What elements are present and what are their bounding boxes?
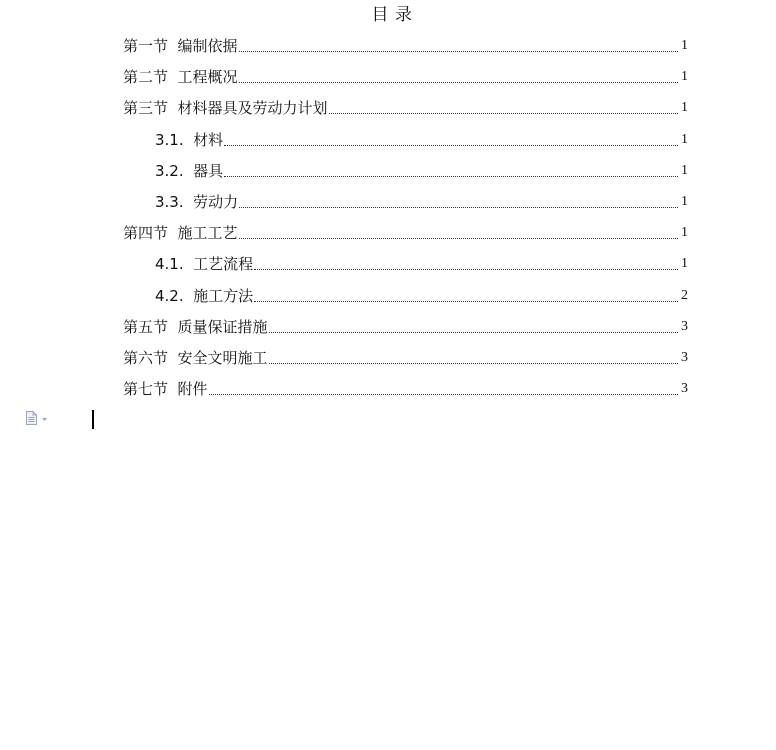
toc-subentry[interactable] <box>155 284 688 306</box>
toc-entry-label: 施工方法 <box>193 287 254 305</box>
toc-entry-label: 器具 <box>193 162 224 180</box>
toc-entry[interactable] <box>123 221 688 243</box>
toc-entry-label: 编制依据 <box>177 37 238 55</box>
toc-dot-leader <box>239 50 678 52</box>
toc-entry-label: 安全文明施工 <box>177 349 268 367</box>
toc-entry[interactable] <box>123 96 688 118</box>
toc-entry[interactable] <box>123 377 688 399</box>
paste-options-button[interactable] <box>25 412 49 426</box>
toc-entry-label: 质量保证措施 <box>177 318 268 336</box>
toc-entry[interactable] <box>123 34 688 56</box>
toc-entry-page: 1 <box>681 256 688 271</box>
toc-entry-number: 3.3. <box>155 193 194 211</box>
toc-entry-page: 1 <box>681 100 688 115</box>
toc-entry-label: 附件 <box>177 380 208 398</box>
toc-dot-leader <box>329 112 678 114</box>
toc-entry-label: 工艺流程 <box>193 255 254 273</box>
toc-entry-number: 第七节 <box>123 380 178 398</box>
toc-entry-number: 3.1. <box>155 131 194 149</box>
toc-dot-leader <box>224 144 678 146</box>
toc-title: 目 录 <box>371 5 413 25</box>
toc-entry-label: 工程概况 <box>177 68 238 86</box>
toc-dot-leader <box>209 393 678 395</box>
toc-dot-leader <box>239 237 678 239</box>
toc-entry-number: 第一节 <box>123 37 178 55</box>
toc-entry-page: 2 <box>681 288 688 303</box>
toc-entry-page: 1 <box>681 163 688 178</box>
chevron-down-icon <box>42 418 47 421</box>
toc-entry-number: 4.1. <box>155 255 194 273</box>
toc-entry-number: 4.2. <box>155 287 194 305</box>
toc-entry-number: 第五节 <box>123 318 178 336</box>
toc-dot-leader <box>254 300 678 302</box>
toc-dot-leader <box>269 362 678 364</box>
toc-entry-page: 3 <box>681 350 688 365</box>
toc-entry-number: 第四节 <box>123 224 178 242</box>
toc-entry-page: 1 <box>681 132 688 147</box>
toc-entry-page: 3 <box>681 381 688 396</box>
toc-subentry[interactable] <box>155 159 688 181</box>
toc-entry[interactable] <box>123 346 688 368</box>
toc-entry[interactable] <box>123 65 688 87</box>
toc-entry-label: 施工工艺 <box>177 224 238 242</box>
toc-entry-number: 第六节 <box>123 349 178 367</box>
toc-entry-page: 1 <box>681 194 688 209</box>
toc-subentry[interactable] <box>155 190 688 212</box>
toc-subentry[interactable] <box>155 252 688 274</box>
toc-entry-page: 3 <box>681 319 688 334</box>
toc-entry-number: 第二节 <box>123 68 178 86</box>
text-cursor <box>92 410 94 429</box>
toc-subentry[interactable] <box>155 128 688 150</box>
toc-dot-leader <box>239 206 678 208</box>
toc-entry-label: 劳动力 <box>193 193 239 211</box>
toc-entry-number: 3.2. <box>155 162 194 180</box>
toc-entry-page: 1 <box>681 69 688 84</box>
toc-dot-leader <box>269 331 678 333</box>
toc-entry-page: 1 <box>681 225 688 240</box>
toc-dot-leader <box>239 81 678 83</box>
toc-entry-number: 第三节 <box>123 99 178 117</box>
toc-entry[interactable] <box>123 315 688 337</box>
toc-dot-leader <box>224 175 678 177</box>
toc-entry-label: 材料器具及劳动力计划 <box>177 99 328 117</box>
toc-entry-label: 材料 <box>193 131 224 149</box>
toc-dot-leader <box>254 268 678 270</box>
document-icon <box>25 410 38 429</box>
toc-entry-page: 1 <box>681 38 688 53</box>
